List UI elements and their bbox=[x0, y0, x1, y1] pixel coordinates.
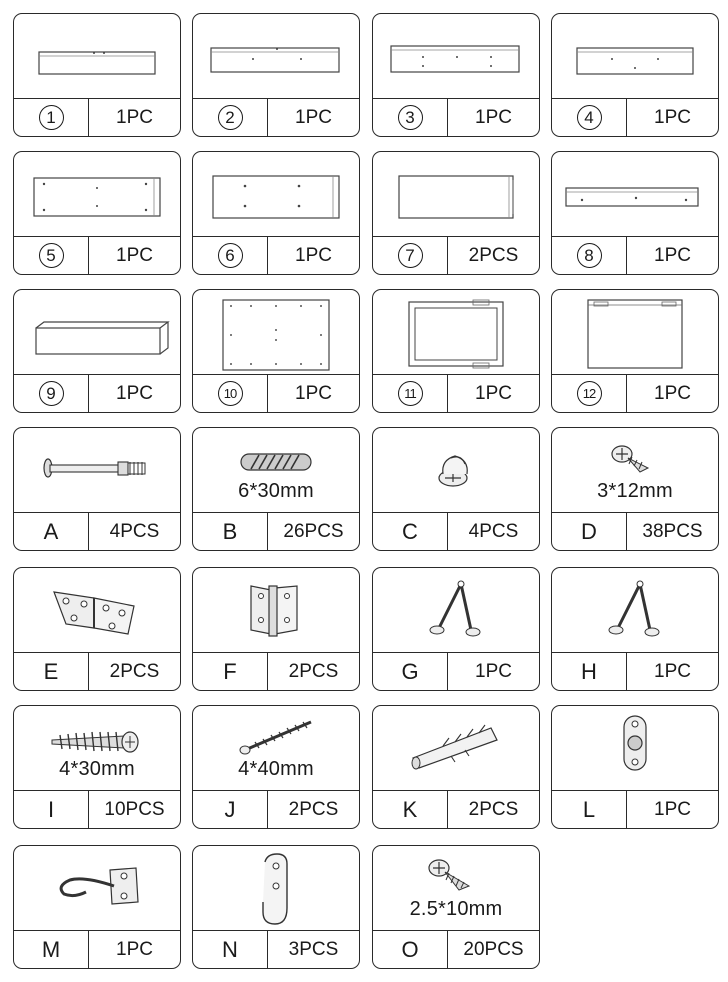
hardware-letter: O bbox=[373, 931, 448, 968]
hardware-card-l bbox=[551, 705, 719, 829]
hardware-letter: G bbox=[373, 653, 448, 690]
lid-stay-right-icon bbox=[552, 568, 718, 654]
hardware-quantity: 2PCS bbox=[288, 798, 339, 820]
hardware-quantity: 1PC bbox=[475, 660, 512, 682]
part-number: 7 bbox=[398, 243, 423, 268]
panel-plain-icon bbox=[373, 152, 539, 238]
panel-short-holes-icon bbox=[552, 14, 718, 100]
hardware-quantity: 2PCS bbox=[109, 660, 160, 682]
hardware-quantity: 38PCS bbox=[642, 520, 703, 542]
part-quantity: 1PC bbox=[475, 106, 512, 128]
hardware-letter: B bbox=[193, 513, 268, 550]
part-number: 12 bbox=[577, 381, 602, 406]
hardware-card-b bbox=[192, 427, 360, 551]
part-card-6 bbox=[192, 151, 360, 275]
tiny-screw-icon bbox=[373, 846, 539, 932]
wall-anchor-icon bbox=[373, 706, 539, 792]
small-screw-icon bbox=[552, 428, 718, 514]
hardware-quantity: 26PCS bbox=[283, 520, 344, 542]
lid-stay-left-icon bbox=[373, 568, 539, 654]
part-card-7 bbox=[372, 151, 540, 275]
cam-bolt-icon bbox=[14, 428, 180, 514]
part-quantity: 1PC bbox=[116, 106, 153, 128]
hardware-card-e bbox=[13, 567, 181, 691]
hardware-card-g bbox=[372, 567, 540, 691]
hardware-letter: M bbox=[14, 931, 89, 968]
part-card-10 bbox=[192, 289, 360, 413]
part-number: 2 bbox=[218, 105, 243, 130]
part-quantity: 2PCS bbox=[468, 244, 519, 266]
hardware-letter: L bbox=[552, 791, 627, 828]
panel-long-holes-icon bbox=[193, 14, 359, 100]
hardware-card-m bbox=[13, 845, 181, 969]
hardware-quantity: 3PCS bbox=[288, 938, 339, 960]
hardware-card-o bbox=[372, 845, 540, 969]
hardware-letter: J bbox=[193, 791, 268, 828]
part-number: 8 bbox=[577, 243, 602, 268]
hardware-letter: N bbox=[193, 931, 268, 968]
part-quantity: 1PC bbox=[295, 106, 332, 128]
part-quantity: 1PC bbox=[116, 382, 153, 404]
back-board-icon bbox=[193, 290, 359, 376]
narrow-hinge-icon bbox=[193, 568, 359, 654]
hardware-size: 3*12mm bbox=[597, 480, 673, 502]
hardware-quantity: 1PC bbox=[654, 798, 691, 820]
part-card-1 bbox=[13, 13, 181, 137]
part-quantity: 1PC bbox=[654, 382, 691, 404]
hardware-letter: E bbox=[14, 653, 89, 690]
hardware-letter: D bbox=[552, 513, 627, 550]
panel-long-thin-icon bbox=[14, 14, 180, 100]
longer-screw-icon bbox=[193, 706, 359, 792]
hardware-card-h bbox=[551, 567, 719, 691]
hook-latch-icon bbox=[14, 846, 180, 932]
hardware-letter: H bbox=[552, 653, 627, 690]
part-card-3 bbox=[372, 13, 540, 137]
hardware-card-a bbox=[13, 427, 181, 551]
hardware-quantity: 4PCS bbox=[468, 520, 519, 542]
part-card-9 bbox=[13, 289, 181, 413]
hardware-card-d bbox=[551, 427, 719, 551]
long-screw-icon bbox=[14, 706, 180, 792]
part-number: 9 bbox=[39, 381, 64, 406]
hardware-card-j bbox=[192, 705, 360, 829]
hardware-card-c bbox=[372, 427, 540, 551]
hardware-letter: C bbox=[373, 513, 448, 550]
hardware-letter: A bbox=[14, 513, 89, 550]
hardware-size: 6*30mm bbox=[238, 480, 314, 502]
hardware-quantity: 4PCS bbox=[109, 520, 160, 542]
hardware-card-k bbox=[372, 705, 540, 829]
panel-long-holes-icon bbox=[373, 14, 539, 100]
wood-dowel-icon bbox=[193, 428, 359, 514]
panel-wide-holes-icon bbox=[193, 152, 359, 238]
frame-icon bbox=[373, 290, 539, 376]
hardware-size: 4*30mm bbox=[59, 758, 135, 780]
part-quantity: 1PC bbox=[295, 244, 332, 266]
catch-plate-icon bbox=[552, 706, 718, 792]
hardware-quantity: 2PCS bbox=[288, 660, 339, 682]
hardware-card-i bbox=[13, 705, 181, 829]
part-quantity: 1PC bbox=[475, 382, 512, 404]
hardware-quantity: 1PC bbox=[654, 660, 691, 682]
hardware-quantity: 20PCS bbox=[463, 938, 524, 960]
part-card-4 bbox=[551, 13, 719, 137]
part-number: 6 bbox=[218, 243, 243, 268]
coat-hook-icon bbox=[193, 846, 359, 932]
hardware-quantity: 10PCS bbox=[104, 798, 165, 820]
part-number: 10 bbox=[218, 381, 243, 406]
part-number: 5 bbox=[39, 243, 64, 268]
part-card-11 bbox=[372, 289, 540, 413]
part-quantity: 1PC bbox=[295, 382, 332, 404]
part-card-5 bbox=[13, 151, 181, 275]
part-card-12 bbox=[551, 289, 719, 413]
hardware-letter: F bbox=[193, 653, 268, 690]
part-quantity: 1PC bbox=[654, 106, 691, 128]
block-icon bbox=[14, 290, 180, 376]
hardware-letter: I bbox=[14, 791, 89, 828]
part-number: 3 bbox=[398, 105, 423, 130]
hardware-card-n bbox=[192, 845, 360, 969]
part-card-8 bbox=[551, 151, 719, 275]
part-card-2 bbox=[192, 13, 360, 137]
part-number: 11 bbox=[398, 381, 423, 406]
panel-wide-icon bbox=[14, 152, 180, 238]
hardware-letter: K bbox=[373, 791, 448, 828]
butt-hinge-icon bbox=[14, 568, 180, 654]
cam-lock-icon bbox=[373, 428, 539, 514]
hardware-size: 4*40mm bbox=[238, 758, 314, 780]
hardware-quantity: 1PC bbox=[116, 938, 153, 960]
part-number: 4 bbox=[577, 105, 602, 130]
part-number: 1 bbox=[39, 105, 64, 130]
hardware-size: 2.5*10mm bbox=[409, 898, 503, 920]
part-quantity: 1PC bbox=[654, 244, 691, 266]
hardware-quantity: 2PCS bbox=[468, 798, 519, 820]
frame-panel-icon bbox=[552, 290, 718, 376]
part-quantity: 1PC bbox=[116, 244, 153, 266]
hardware-card-f bbox=[192, 567, 360, 691]
panel-rail-icon bbox=[552, 152, 718, 238]
